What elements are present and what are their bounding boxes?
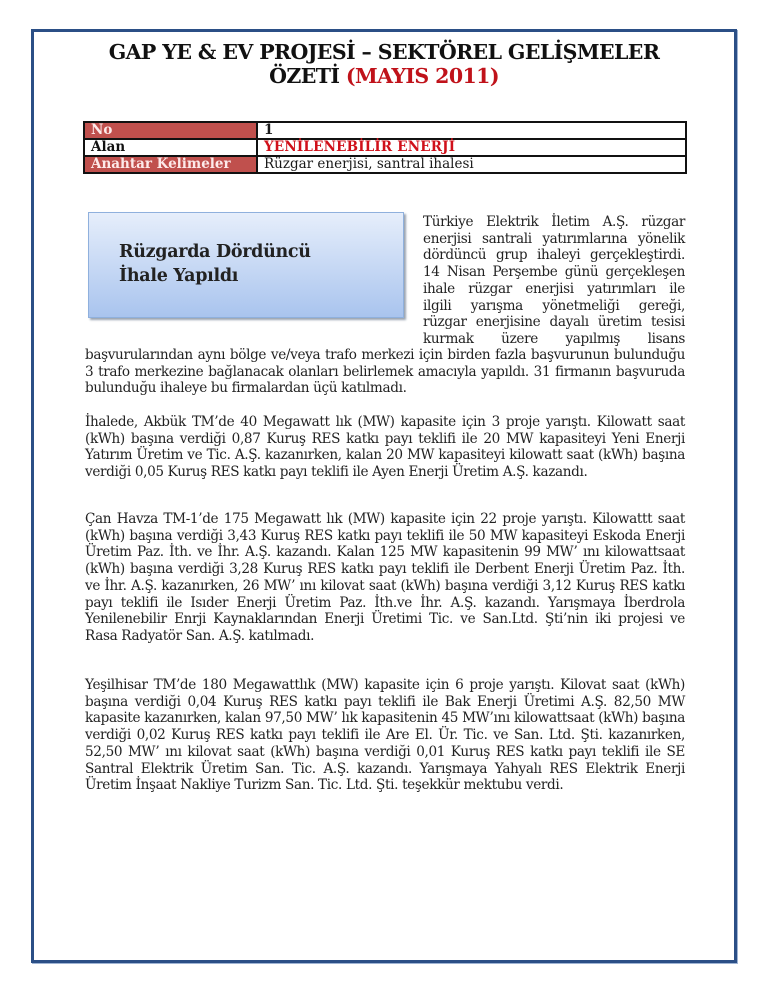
- title-line-2-main: ÖZETİ: [269, 64, 346, 88]
- headline-line-1: Rüzgarda Dördüncü: [119, 242, 311, 262]
- paragraph-1-line: ihale rüzgar enerjisi yatırımları ile: [423, 280, 685, 297]
- info-label-alan: Alan: [84, 139, 257, 156]
- title-line-1: GAP YE & EV PROJESİ – SEKTÖREL GELİŞMELER: [108, 40, 660, 64]
- headline-callout-box: [88, 212, 404, 318]
- paragraph-1-line: 14 Nisan Perşembe günü gerçekleşen: [423, 264, 685, 281]
- paragraph-can-havza: Çan Havza TM-1’de 175 Megawatt lık (MW) kapasite için 22 proje yarıştı. Kilowattt saat (kWh) başına verdiği 3,43 Kuruş RES katkı payı teklifi ile 50 MW kapasiteyi Eskoda Enerji Üretim Paz. İth. ve İhr. A.Ş. kazandı. Kalan 125 MW kapasitenin 99 MW’ ını kilowattsaat (kWh) başına verdiği 3,28 Kuruş RES katkı payı teklifi ile Derbent Enerji Üretim Paz. İth. ve İhr. A.Ş. kazanırken, 26 MW’ ını kilovat saat (kWh) başına verdiği 3,12 Kuruş RES katkı payı teklifi ile Isıder Enerji Üretim Paz. İth.ve İhr. A.Ş. kazandı. Yarışmaya İberdrola Yenilenebilir Enrji Kaynaklarından Enerji Üretimi Tic. ve San.Ltd. Şti’nin iki projesi ve Rasa Radyatör San. A.Ş. katılmadı.: [85, 511, 685, 644]
- info-table: [83, 121, 687, 174]
- title-date: (MAYIS 2011): [345, 64, 499, 88]
- paragraph-1-line: enerjisi santrali yatırımlarına yönelik: [423, 230, 685, 247]
- info-value-no: 1: [257, 122, 686, 139]
- paragraph-1-continued: başvurularından aynı bölge ve/veya trafo merkezi için birden fazla başvurunun bulunduğu 3 trafo merkezine bağlanacak olanları belirlemek amacıyla yapıldı. 31 firmanın başvuruda bulunduğu ihaleye bu firmalardan üçü katılmadı.: [85, 347, 685, 397]
- page-title: [40, 40, 728, 88]
- paragraph-1-side: [423, 214, 685, 348]
- paragraph-1-line: ilgili yarışma yönetmeliği gereği,: [423, 297, 685, 314]
- paragraph-1-line: rüzgar enerjisine dayalı üretim tesisi: [423, 314, 685, 331]
- paragraph-1-line: dördüncü grup ihaleyi gerçekleştirdi.: [423, 247, 685, 264]
- info-label-keywords: Anahtar Kelimeler: [84, 156, 257, 173]
- info-value-alan: YENİLENEBİLİR ENERJİ: [257, 139, 686, 156]
- info-row-keywords: [84, 156, 686, 173]
- paragraph-1-line: Türkiye Elektrik İletim A.Ş. rüzgar: [423, 214, 685, 230]
- info-row-no: [84, 122, 686, 139]
- headline-line-2: İhale Yapıldı: [119, 266, 239, 286]
- headline: [119, 240, 311, 288]
- info-label-no: No: [84, 122, 257, 139]
- title-line-2: [40, 64, 728, 88]
- info-value-keywords: Rüzgar enerjisi, santral ihalesi: [257, 156, 686, 173]
- info-row-alan: [84, 139, 686, 156]
- paragraph-1-line: kurmak üzere yapılmış lisans: [423, 330, 685, 347]
- paragraph-yesilhisar: Yeşilhisar TM’de 180 Megawattlık (MW) kapasite için 6 proje yarıştı. Kilovat saat (kWh) başına verdiği 0,04 Kuruş RES katkı payı teklifi ile Bak Enerji Üretimi A.Ş. 82,50 MW kapasite kazanırken, kalan 97,50 MW’ lık kapasitenin 45 MW’ını kilowattsaat (kWh) başına verdiği 0,02 Kuruş RES katkı payı teklifi ile Are El. Ür. Tic. ve San. Ltd. Şti. kazanırken, 52,50 MW’ ını kilovat saat (kWh) başına verdiği 0,01 Kuruş RES katkı payı teklifi ile SE Santral Elektrik Üretim San. Tic. A.Ş. kazandı. Yarışmaya Yahyalı RES Elektrik Enerji Üretim İnşaat Nakliye Turizm San. Tic. Ltd. Şti. teşekkür mektubu verdi.: [85, 677, 685, 794]
- paragraph-akbuk: İhalede, Akbük TM’de 40 Megawatt lık (MW) kapasite için 3 proje yarıştı. Kilowatt saat (kWh) başına verdiği 0,87 Kuruş RES katkı payı teklifi ile 20 MW kapasiteyi Yeni Enerji Yatırım Üretim ve Tic. A.Ş. kazanırken, kalan 20 MW kapasiteyi kilowatt saat (kWh) başına verdiği 0,05 Kuruş RES katkı payı teklifi ile Ayen Enerji Üretim A.Ş. kazandı.: [85, 414, 685, 481]
